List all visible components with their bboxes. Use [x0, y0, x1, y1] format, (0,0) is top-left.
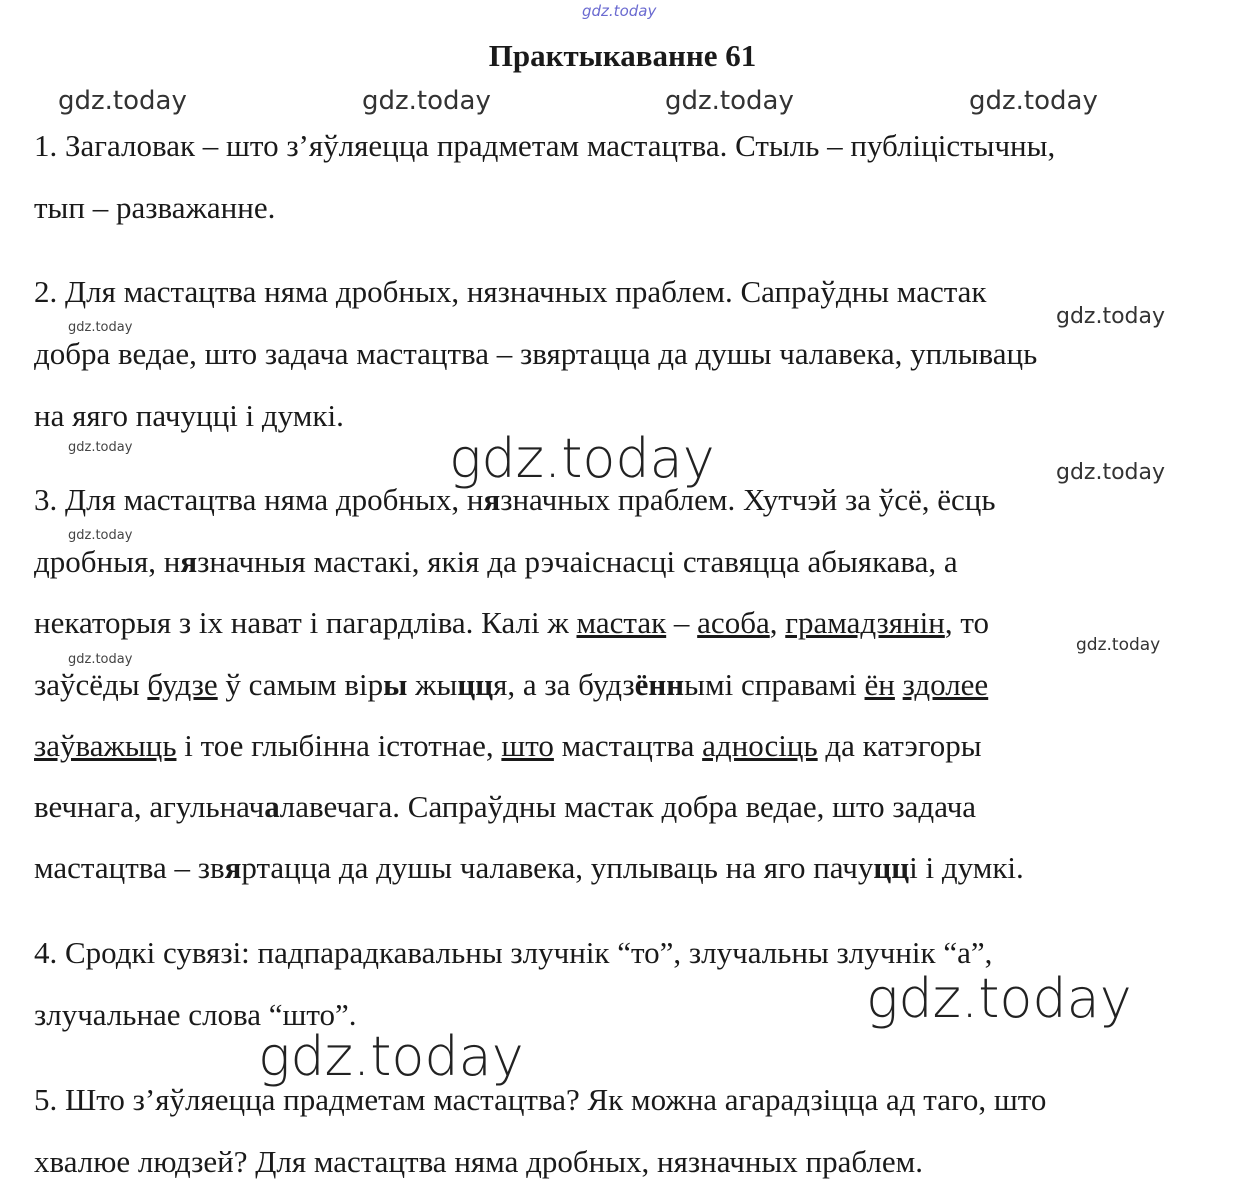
p2-line-3: на яяго пачуцці і думкі.	[34, 398, 344, 433]
p2-line-2: добра ведае, што задача мастацтва – звяртацца да душы чалавека, уплываць	[34, 336, 1038, 371]
watermark: gdz.today	[866, 967, 1132, 1030]
p3-line-3: некаторыя з іх нават і пагардліва. Калі ж мастак – асоба, грамадзянін, то	[34, 605, 989, 640]
watermark: gdz.today	[68, 440, 133, 455]
watermark: gdz.today	[969, 86, 1098, 116]
p3-line-2: дробныя, нязначныя мастакі, якія да рэчаіснасці ставяцца абыякава, а	[34, 544, 958, 579]
watermark: gdz.today	[1056, 304, 1166, 329]
watermark: gdz.today	[665, 86, 794, 116]
p1-line-1: 1. Загаловак – што з’яўляецца прадметам мастацтва. Стыль – публіцістычны,	[34, 128, 1056, 163]
p3-line-1: 3. Для мастацтва няма дробных, нязначных праблем. Хутчэй за ўсё, ёсць	[34, 482, 996, 517]
p2-line-1: 2. Для мастацтва няма дробных, нязначных праблем. Сапраўдны мастак	[34, 274, 987, 309]
watermark: gdz.today	[68, 320, 133, 335]
p3-line-6: вечнага, агульначалавечага. Сапраўдны мастак добра ведае, што задача	[34, 789, 977, 824]
watermark: gdz.today	[68, 528, 133, 543]
p5-line-1: 5. Што з’яўляецца прадметам мастацтва? Як можна агарадзіцца ад таго, што	[34, 1082, 1047, 1117]
p3-line-4: заўсёды будзе ў самым віры жыцця, а за будзённымі справамі ён здолее	[34, 667, 989, 702]
watermark: gdz.today	[449, 427, 715, 490]
page-title: Практыкаванне 61	[488, 38, 757, 73]
p4-line-1: 4. Сродкі сувязі: падпарадкавальны злучнік “то”, злучальны злучнік “а”,	[34, 935, 993, 970]
watermark: gdz.today	[58, 86, 187, 116]
watermark: gdz.today	[1056, 460, 1166, 485]
p1-line-2: тып – разважанне.	[34, 190, 276, 225]
watermark: gdz.today	[582, 2, 657, 20]
p3-line-5: заўважыць і тое глыбінна істотнае, што мастацтва адносіць да катэгоры	[34, 728, 982, 763]
p4-line-2: злучальнае слова “што”.	[34, 997, 357, 1032]
watermark: gdz.today	[362, 86, 491, 116]
watermark: gdz.today	[68, 652, 133, 667]
watermark: gdz.today	[258, 1025, 524, 1088]
p3-line-7: мастацтва – звяртацца да душы чалавека, уплываць на яго пачуцці і думкі.	[34, 850, 1024, 885]
p5-line-2: хвалюе людзей? Для мастацтва няма дробных, нязначных праблем.	[34, 1144, 923, 1179]
watermark: gdz.today	[1076, 635, 1161, 655]
